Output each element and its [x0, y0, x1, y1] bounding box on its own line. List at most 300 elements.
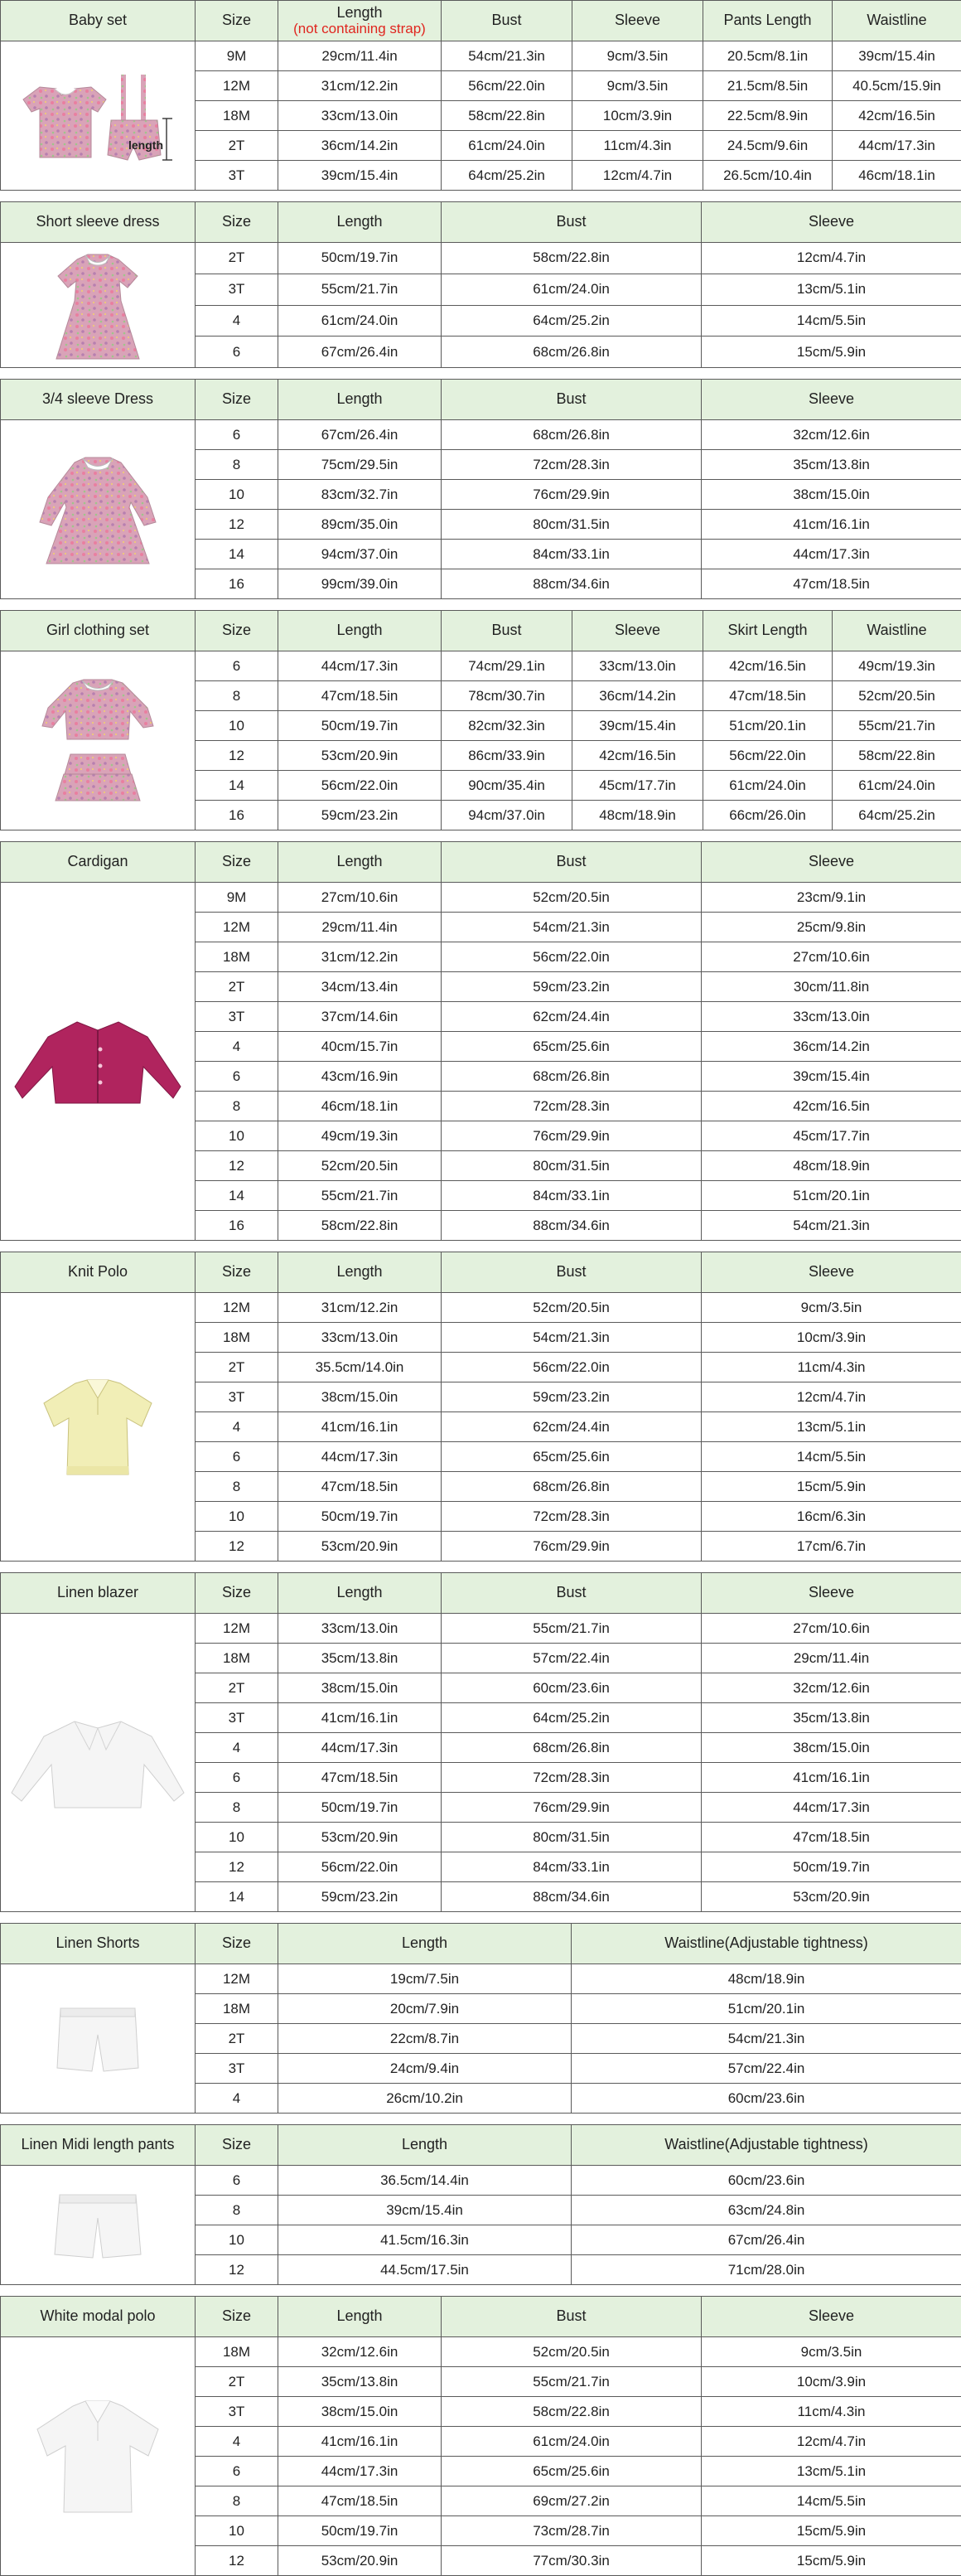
column-header — [442, 842, 702, 883]
header-row — [1, 2125, 961, 2166]
measurement-cell: 72cm/28.3in — [442, 1502, 702, 1532]
measurement-cell: 84cm/33.1in — [442, 1181, 702, 1211]
column-header-label: Length — [278, 214, 441, 230]
measurement-cell: 55cm/21.7in — [278, 1181, 442, 1211]
size-cell: 14 — [196, 771, 278, 801]
size-cell: 4 — [196, 305, 278, 337]
measurement-cell: 51cm/20.1in — [572, 1994, 961, 2024]
measurement-cell: 47cm/18.5in — [702, 1823, 961, 1852]
measurement-cell: 22cm/8.7in — [278, 2024, 572, 2054]
column-header-label: Size — [196, 2137, 278, 2153]
size-cell: 3T — [196, 1002, 278, 1032]
floral-romper-set-image — [1, 41, 196, 191]
measurement-cell: 54cm/21.3in — [702, 1211, 961, 1241]
measurement-cell: 58cm/22.8in — [442, 243, 702, 274]
column-header-label: Size — [196, 622, 278, 639]
column-header-label: Size — [196, 1935, 278, 1952]
measurement-cell: 57cm/22.4in — [572, 2054, 961, 2084]
column-header-label: Bust — [442, 12, 572, 29]
measurement-cell: 47cm/18.5in — [278, 2486, 442, 2516]
measurement-cell: 39cm/15.4in — [702, 1062, 961, 1092]
measurement-cell: 44.5cm/17.5in — [278, 2255, 572, 2285]
measurement-cell: 26.5cm/10.4in — [703, 161, 833, 191]
measurement-cell: 29cm/11.4in — [702, 1644, 961, 1673]
measurement-cell: 31cm/12.2in — [278, 71, 442, 101]
column-header — [572, 1924, 961, 1964]
size-cell: 8 — [196, 2196, 278, 2225]
column-header — [442, 1573, 702, 1614]
measurement-cell: 20.5cm/8.1in — [703, 41, 833, 71]
table-row — [1, 2337, 961, 2367]
table-row — [1, 1614, 961, 1644]
measurement-cell: 76cm/29.9in — [442, 480, 702, 510]
measurement-cell: 12cm/4.7in — [702, 2427, 961, 2457]
measurement-cell: 67cm/26.4in — [278, 420, 442, 450]
measurement-cell: 50cm/19.7in — [278, 243, 442, 274]
section-divider — [0, 1241, 961, 1252]
measurement-cell: 29cm/11.4in — [278, 41, 442, 71]
measurement-cell: 44cm/17.3in — [278, 2457, 442, 2486]
column-header-label: Size — [196, 391, 278, 408]
measurement-cell: 13cm/5.1in — [702, 1412, 961, 1442]
measurement-cell: 9cm/3.5in — [702, 2337, 961, 2367]
measurement-cell: 36cm/14.2in — [572, 681, 703, 711]
measurement-cell: 43cm/16.9in — [278, 1062, 442, 1092]
measurement-cell: 67cm/26.4in — [572, 2225, 961, 2255]
size-cell: 12 — [196, 1151, 278, 1181]
measurement-cell: 44cm/17.3in — [278, 1442, 442, 1472]
section-divider — [0, 1562, 961, 1572]
measurement-cell: 60cm/23.6in — [572, 2084, 961, 2114]
measurement-cell: 69cm/27.2in — [442, 2486, 702, 2516]
measurement-cell: 15cm/5.9in — [702, 2516, 961, 2546]
measurement-cell: 64cm/25.2in — [442, 1703, 702, 1733]
measurement-cell: 94cm/37.0in — [442, 801, 572, 830]
measurement-cell: 80cm/31.5in — [442, 1823, 702, 1852]
measurement-cell: 42cm/16.5in — [703, 651, 833, 681]
column-header — [278, 611, 442, 651]
column-header-label: Length — [278, 5, 441, 22]
measurement-cell: 54cm/21.3in — [442, 41, 572, 71]
measurement-cell: 47cm/18.5in — [702, 569, 961, 599]
measurement-cell: 42cm/16.5in — [833, 101, 961, 131]
column-header-label: Sleeve — [702, 1585, 961, 1601]
measurement-cell: 32cm/12.6in — [702, 1673, 961, 1703]
table-row — [1, 2166, 961, 2196]
product-title: Linen Shorts — [1, 1924, 196, 1964]
measurement-cell: 47cm/18.5in — [278, 1472, 442, 1502]
size-cell: 12 — [196, 510, 278, 540]
measurement-cell: 12cm/4.7in — [702, 243, 961, 274]
column-header-label: Length — [278, 2308, 441, 2325]
size-cell: 12 — [196, 2255, 278, 2285]
measurement-cell: 60cm/23.6in — [572, 2166, 961, 2196]
column-header-label: Skirt Length — [703, 622, 832, 639]
column-header-label: Bust — [442, 214, 701, 230]
measurement-cell: 54cm/21.3in — [442, 913, 702, 942]
header-row — [1, 1252, 961, 1293]
measurement-cell: 47cm/18.5in — [278, 681, 442, 711]
column-header — [196, 2125, 278, 2166]
size-cell: 10 — [196, 2225, 278, 2255]
measurement-cell: 76cm/29.9in — [442, 1532, 702, 1562]
column-header — [702, 2297, 961, 2337]
measurement-cell: 53cm/20.9in — [278, 2546, 442, 2576]
column-header-label: Sleeve — [702, 854, 961, 870]
measurement-cell: 40cm/15.7in — [278, 1032, 442, 1062]
size-cell: 2T — [196, 243, 278, 274]
size-cell: 18M — [196, 1994, 278, 2024]
measurement-cell: 15cm/5.9in — [702, 337, 961, 368]
measurement-cell: 27cm/10.6in — [702, 942, 961, 972]
column-header-label: Waistline — [833, 12, 961, 29]
section-divider — [0, 2114, 961, 2124]
measurement-cell: 59cm/23.2in — [442, 972, 702, 1002]
measurement-cell: 56cm/22.0in — [442, 942, 702, 972]
measurement-cell: 61cm/24.0in — [703, 771, 833, 801]
column-header-label: Length — [278, 1935, 571, 1952]
measurement-cell: 67cm/26.4in — [278, 337, 442, 368]
measurement-cell: 32cm/12.6in — [702, 420, 961, 450]
size-table-knit-polo — [0, 1252, 961, 1562]
measurement-cell: 72cm/28.3in — [442, 1763, 702, 1793]
measurement-cell: 14cm/5.5in — [702, 2486, 961, 2516]
measurement-cell: 33cm/13.0in — [278, 101, 442, 131]
column-header — [196, 2297, 278, 2337]
measurement-cell: 53cm/20.9in — [278, 1823, 442, 1852]
measurement-cell: 44cm/17.3in — [278, 651, 442, 681]
measurement-cell: 90cm/35.4in — [442, 771, 572, 801]
column-header — [702, 842, 961, 883]
size-cell: 6 — [196, 2166, 278, 2196]
column-header — [196, 1252, 278, 1293]
measurement-cell: 38cm/15.0in — [278, 1382, 442, 1412]
size-table-baby-set — [0, 0, 961, 191]
measurement-cell: 59cm/23.2in — [278, 1882, 442, 1912]
measurement-cell: 52cm/20.5in — [442, 2337, 702, 2367]
size-cell: 16 — [196, 569, 278, 599]
column-header-label: Bust — [442, 391, 701, 408]
measurement-cell: 56cm/22.0in — [703, 741, 833, 771]
size-cell: 2T — [196, 1353, 278, 1382]
measurement-cell: 61cm/24.0in — [442, 131, 572, 161]
size-cell: 12 — [196, 1532, 278, 1562]
section-divider — [0, 2285, 961, 2296]
size-cell: 12M — [196, 1293, 278, 1323]
white-linen-blazer-image — [1, 1614, 196, 1912]
size-cell: 12M — [196, 1614, 278, 1644]
column-header-label: Length — [278, 854, 441, 870]
measurement-cell: 74cm/29.1in — [442, 651, 572, 681]
column-header — [442, 611, 572, 651]
column-header — [703, 1, 833, 41]
column-header — [702, 380, 961, 420]
measurement-cell: 55cm/21.7in — [278, 274, 442, 305]
column-header — [278, 1924, 572, 1964]
column-header-label: Size — [196, 2308, 278, 2325]
table-row — [1, 243, 961, 274]
size-cell: 4 — [196, 1412, 278, 1442]
column-header-label: Length — [278, 1264, 441, 1281]
column-header-label: Waistline(Adjustable tightness) — [572, 1935, 961, 1952]
size-cell: 2T — [196, 972, 278, 1002]
column-header — [572, 2125, 961, 2166]
header-row — [1, 1, 961, 41]
column-header — [442, 380, 702, 420]
column-header — [278, 1, 442, 41]
measurement-cell: 41.5cm/16.3in — [278, 2225, 572, 2255]
measurement-cell: 45cm/17.7in — [702, 1121, 961, 1151]
measurement-cell: 55cm/21.7in — [833, 711, 961, 741]
measurement-cell: 62cm/24.4in — [442, 1002, 702, 1032]
measurement-cell: 88cm/34.6in — [442, 1882, 702, 1912]
size-cell: 12 — [196, 1852, 278, 1882]
header-row — [1, 2297, 961, 2337]
measurement-cell: 36cm/14.2in — [702, 1032, 961, 1062]
measurement-cell: 39cm/15.4in — [278, 161, 442, 191]
measurement-cell: 41cm/16.1in — [702, 510, 961, 540]
column-header — [196, 1573, 278, 1614]
section-divider — [0, 1912, 961, 1923]
measurement-cell: 17cm/6.7in — [702, 1532, 961, 1562]
size-cell: 9M — [196, 883, 278, 913]
measurement-cell: 50cm/19.7in — [278, 711, 442, 741]
size-cell: 10 — [196, 711, 278, 741]
size-cell: 14 — [196, 1882, 278, 1912]
measurement-cell: 55cm/21.7in — [442, 2367, 702, 2397]
measurement-cell: 37cm/14.6in — [278, 1002, 442, 1032]
yellow-knit-polo-image — [1, 1293, 196, 1562]
measurement-cell: 50cm/19.7in — [702, 1852, 961, 1882]
column-header — [278, 1573, 442, 1614]
header-row — [1, 1573, 961, 1614]
section-divider — [0, 191, 961, 201]
measurement-cell: 84cm/33.1in — [442, 540, 702, 569]
measurement-cell: 48cm/18.9in — [572, 801, 703, 830]
size-cell: 18M — [196, 1644, 278, 1673]
size-cell: 6 — [196, 1062, 278, 1092]
size-cell: 10 — [196, 1823, 278, 1852]
column-header-label: Pants Length — [703, 12, 832, 29]
column-header — [278, 202, 442, 243]
column-header-label: Size — [196, 854, 278, 870]
column-header-label: Bust — [442, 1264, 701, 1281]
size-table-three-quarter-sleeve-dress — [0, 379, 961, 599]
column-header-label: Bust — [442, 1585, 701, 1601]
size-cell: 8 — [196, 2486, 278, 2516]
size-table-linen-blazer — [0, 1572, 961, 1912]
measurement-cell: 47cm/18.5in — [703, 681, 833, 711]
column-header-label: Size — [196, 1585, 278, 1601]
measurement-cell: 29cm/11.4in — [278, 913, 442, 942]
floral-short-sleeve-dress-image — [1, 243, 196, 368]
size-cell: 3T — [196, 1382, 278, 1412]
size-cell: 6 — [196, 651, 278, 681]
measurement-cell: 64cm/25.2in — [442, 161, 572, 191]
column-header — [442, 202, 702, 243]
measurement-cell: 52cm/20.5in — [442, 1293, 702, 1323]
size-cell: 12M — [196, 1964, 278, 1994]
measurement-cell: 19cm/7.5in — [278, 1964, 572, 1994]
measurement-cell: 65cm/25.6in — [442, 2457, 702, 2486]
measurement-cell: 64cm/25.2in — [833, 801, 961, 830]
column-header-label: Size — [196, 214, 278, 230]
column-header-label: Bust — [442, 622, 572, 639]
measurement-cell: 10cm/3.9in — [702, 2367, 961, 2397]
size-table-linen-shorts — [0, 1923, 961, 2114]
measurement-cell: 89cm/35.0in — [278, 510, 442, 540]
measurement-cell: 38cm/15.0in — [278, 2397, 442, 2427]
size-cell: 16 — [196, 801, 278, 830]
measurement-cell: 27cm/10.6in — [278, 883, 442, 913]
size-cell: 3T — [196, 2054, 278, 2084]
measurement-cell: 33cm/13.0in — [572, 651, 703, 681]
measurement-cell: 56cm/22.0in — [442, 71, 572, 101]
measurement-cell: 33cm/13.0in — [278, 1614, 442, 1644]
measurement-cell: 35cm/13.8in — [278, 1644, 442, 1673]
measurement-cell: 23cm/9.1in — [702, 883, 961, 913]
column-header-label: Bust — [442, 2308, 701, 2325]
size-cell: 10 — [196, 1121, 278, 1151]
column-header-label: Length — [278, 622, 441, 639]
size-cell: 8 — [196, 1092, 278, 1121]
column-header — [702, 1573, 961, 1614]
measurement-cell: 12cm/4.7in — [572, 161, 703, 191]
column-header-label: Sleeve — [702, 2308, 961, 2325]
measurement-cell: 53cm/20.9in — [278, 741, 442, 771]
size-cell: 4 — [196, 1733, 278, 1763]
size-cell: 6 — [196, 2457, 278, 2486]
size-cell: 10 — [196, 2516, 278, 2546]
measurement-cell: 56cm/22.0in — [278, 771, 442, 801]
header-row — [1, 380, 961, 420]
column-header-label: Length — [278, 391, 441, 408]
size-cell: 2T — [196, 2024, 278, 2054]
product-title: Girl clothing set — [1, 611, 196, 651]
size-cell: 10 — [196, 480, 278, 510]
measurement-cell: 50cm/19.7in — [278, 1793, 442, 1823]
measurement-cell: 42cm/16.5in — [702, 1092, 961, 1121]
size-cell: 4 — [196, 2427, 278, 2457]
measurement-cell: 63cm/24.8in — [572, 2196, 961, 2225]
measurement-cell: 75cm/29.5in — [278, 450, 442, 480]
measurement-cell: 9cm/3.5in — [702, 1293, 961, 1323]
measurement-cell: 68cm/26.8in — [442, 337, 702, 368]
measurement-cell: 76cm/29.9in — [442, 1793, 702, 1823]
column-header-label: Sleeve — [702, 391, 961, 408]
measurement-cell: 50cm/19.7in — [278, 2516, 442, 2546]
column-header — [196, 1, 278, 41]
column-header — [196, 1924, 278, 1964]
size-cell: 18M — [196, 942, 278, 972]
measurement-cell: 11cm/4.3in — [572, 131, 703, 161]
measurement-cell: 48cm/18.9in — [702, 1151, 961, 1181]
column-header — [196, 202, 278, 243]
size-cell: 3T — [196, 161, 278, 191]
size-cell: 18M — [196, 1323, 278, 1353]
column-header-label: Size — [196, 12, 278, 29]
measurement-cell: 59cm/23.2in — [442, 1382, 702, 1412]
column-header-label: Sleeve — [572, 12, 703, 29]
size-cell: 2T — [196, 1673, 278, 1703]
measurement-cell: 44cm/17.3in — [702, 540, 961, 569]
measurement-cell: 56cm/22.0in — [278, 1852, 442, 1882]
measurement-cell: 35cm/13.8in — [702, 1703, 961, 1733]
measurement-cell: 55cm/21.7in — [442, 1614, 702, 1644]
size-cell: 8 — [196, 1793, 278, 1823]
floral-long-sleeve-dress-image — [1, 420, 196, 599]
measurement-cell: 30cm/11.8in — [702, 972, 961, 1002]
column-header — [278, 842, 442, 883]
measurement-cell: 61cm/24.0in — [442, 2427, 702, 2457]
measurement-cell: 41cm/16.1in — [278, 1703, 442, 1733]
measurement-cell: 32cm/12.6in — [278, 2337, 442, 2367]
measurement-cell: 99cm/39.0in — [278, 569, 442, 599]
product-title: White modal polo — [1, 2297, 196, 2337]
column-header — [278, 2125, 572, 2166]
measurement-cell: 44cm/17.3in — [278, 1733, 442, 1763]
column-header — [572, 611, 703, 651]
measurement-cell: 44cm/17.3in — [702, 1793, 961, 1823]
measurement-cell: 53cm/20.9in — [702, 1882, 961, 1912]
measurement-cell: 65cm/25.6in — [442, 1442, 702, 1472]
measurement-cell: 66cm/26.0in — [703, 801, 833, 830]
section-divider — [0, 599, 961, 610]
column-header — [196, 611, 278, 651]
size-cell: 2T — [196, 2367, 278, 2397]
size-cell: 3T — [196, 274, 278, 305]
measurement-cell: 94cm/37.0in — [278, 540, 442, 569]
measurement-cell: 15cm/5.9in — [702, 2546, 961, 2576]
white-midi-pants-image — [1, 2166, 196, 2285]
white-linen-shorts-image — [1, 1964, 196, 2114]
table-row — [1, 1293, 961, 1323]
size-cell: 12M — [196, 71, 278, 101]
measurement-cell: 13cm/5.1in — [702, 2457, 961, 2486]
measurement-cell: 39cm/15.4in — [278, 2196, 572, 2225]
measurement-cell: 9cm/3.5in — [572, 71, 703, 101]
column-header — [196, 380, 278, 420]
measurement-cell: 9cm/3.5in — [572, 41, 703, 71]
size-cell: 14 — [196, 1181, 278, 1211]
section-divider — [0, 368, 961, 379]
measurement-cell: 31cm/12.2in — [278, 942, 442, 972]
size-cell: 9M — [196, 41, 278, 71]
size-table-cardigan — [0, 841, 961, 1241]
size-cell: 6 — [196, 1442, 278, 1472]
measurement-cell: 72cm/28.3in — [442, 450, 702, 480]
measurement-cell: 82cm/32.3in — [442, 711, 572, 741]
size-cell: 6 — [196, 420, 278, 450]
measurement-cell: 13cm/5.1in — [702, 274, 961, 305]
size-table-linen-midi-pants — [0, 2124, 961, 2285]
column-header — [833, 1, 961, 41]
measurement-cell: 15cm/5.9in — [702, 1472, 961, 1502]
measurement-cell: 52cm/20.5in — [833, 681, 961, 711]
column-header — [702, 202, 961, 243]
column-header — [196, 842, 278, 883]
measurement-cell: 52cm/20.5in — [442, 883, 702, 913]
size-cell: 12 — [196, 741, 278, 771]
measurement-cell: 77cm/30.3in — [442, 2546, 702, 2576]
measurement-cell: 38cm/15.0in — [278, 1673, 442, 1703]
size-table-white-modal-polo — [0, 2296, 961, 2576]
size-table-short-sleeve-dress — [0, 201, 961, 368]
measurement-cell: 68cm/26.8in — [442, 1062, 702, 1092]
measurement-cell: 61cm/24.0in — [442, 274, 702, 305]
measurement-cell: 14cm/5.5in — [702, 1442, 961, 1472]
size-cell: 3T — [196, 2397, 278, 2427]
